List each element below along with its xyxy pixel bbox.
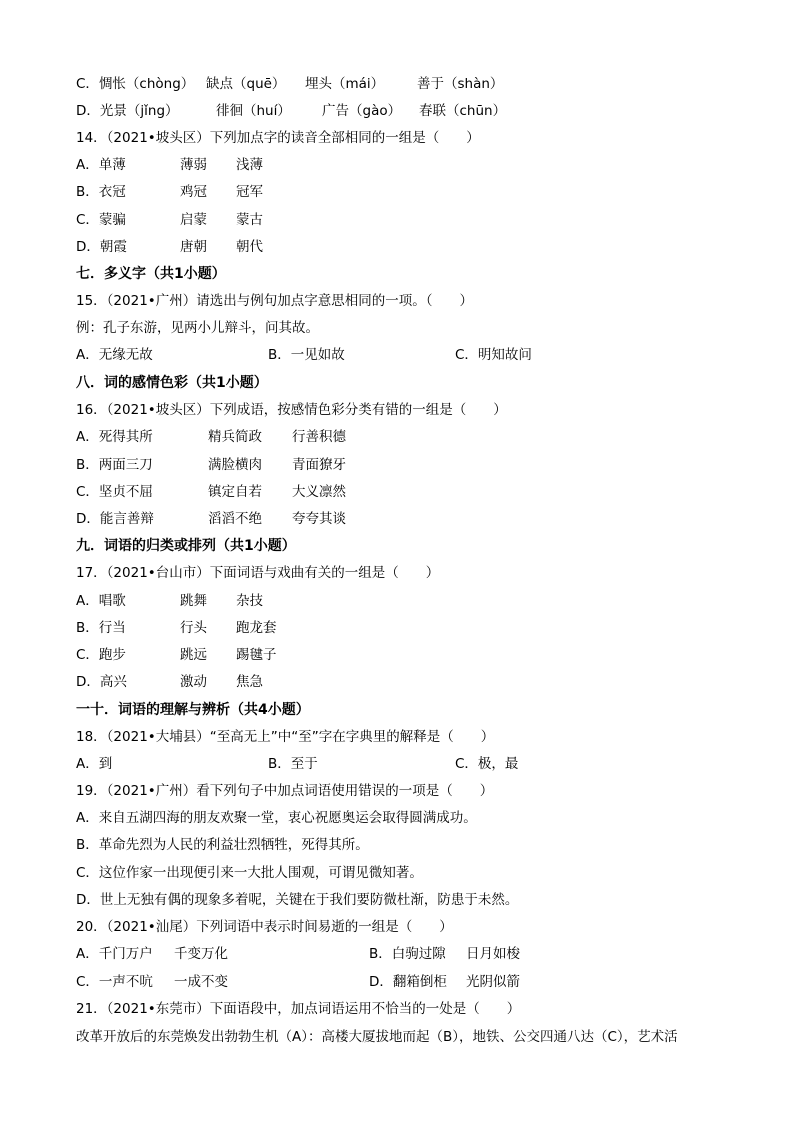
option-cell: 善于（shàn） (417, 76, 504, 92)
option-cell: B．两面三刀 (76, 457, 153, 473)
section-heading: 一十．词语的理解与辨析（共4小题） (76, 702, 310, 718)
option-cell: A．无缘无故 (76, 347, 153, 363)
option-cell: A．到 (76, 756, 113, 772)
option-cell: 焦急 (236, 674, 263, 690)
option-cell: D．光景（jǐng） (76, 103, 179, 119)
option-cell: 春联（chūn） (419, 103, 507, 119)
option-cell: 朝代 (236, 239, 263, 255)
option-cell: D．朝霞 (76, 239, 127, 255)
option-cell: B．衣冠 (76, 184, 126, 200)
option-cell: B．白驹过隙 (369, 946, 446, 962)
option-cell: 光阴似箭 (466, 974, 520, 990)
section-heading: 八．词的感情色彩（共1小题） (76, 375, 268, 391)
option-cell: D．翻箱倒柜 (369, 974, 447, 990)
option-cell: 蒙古 (236, 212, 263, 228)
option-cell: 青面獠牙 (292, 457, 346, 473)
option-cell: D．高兴 (76, 674, 127, 690)
option-cell: 大义凛然 (292, 484, 346, 500)
option-cell: A．死得其所 (76, 429, 153, 445)
option-cell: C．明知故问 (455, 347, 532, 363)
paragraph-text: 改革开放后的东莞焕发出勃勃生机（A）：高楼大厦拔地而起（B），地铁、公交四通八达（C），艺术活 (76, 1029, 678, 1045)
option-cell: 薄弱 (180, 157, 207, 173)
option-cell: 夸夸其谈 (292, 511, 346, 527)
option-cell: 满脸横肉 (208, 457, 262, 473)
option-cell: 镇定自若 (208, 484, 262, 500)
option-cell: 埋头（mái） (305, 76, 385, 92)
option-cell: 精兵简政 (208, 429, 262, 445)
section-heading: 九．词语的归类或排列（共1小题） (76, 538, 296, 554)
question-text: C．这位作家一出现便引来一大批人围观，可谓见微知著。 (76, 865, 423, 881)
option-cell: 缺点（quē） (206, 76, 286, 92)
option-cell: 一成不变 (174, 974, 228, 990)
question-text: 16．（2021•坡头区）下列成语，按感情色彩分类有错的一组是（ ） (76, 402, 507, 418)
option-cell: 激动 (180, 674, 207, 690)
question-text: 14．（2021•坡头区）下列加点字的读音全部相同的一组是（ ） (76, 130, 480, 146)
option-cell: D．能言善辩 (76, 511, 154, 527)
option-cell: 跳舞 (180, 593, 207, 609)
option-cell: 踢毽子 (236, 647, 277, 663)
question-text: 15．（2021•广州）请选出与例句加点字意思相同的一项。（ ） (76, 293, 473, 309)
option-cell: C．蒙骗 (76, 212, 126, 228)
option-cell: 千变万化 (174, 946, 228, 962)
option-cell: 徘徊（huí） (216, 103, 291, 119)
option-cell: 鸡冠 (180, 184, 207, 200)
option-cell: C．一声不吭 (76, 974, 153, 990)
option-cell: C．惆怅（chòng） (76, 76, 195, 92)
option-cell: A．千门万户 (76, 946, 153, 962)
question-text: 21．（2021•东莞市）下面语段中，加点词语运用不恰当的一处是（ ） (76, 1001, 521, 1017)
question-text: 19．（2021•广州）看下列句子中加点词语使用错误的一项是（ ） (76, 783, 494, 799)
question-text: A．来自五湖四海的朋友欢聚一堂，衷心祝愿奥运会取得圆满成功。 (76, 810, 477, 826)
option-cell: 杂技 (236, 593, 263, 609)
option-cell: A．单薄 (76, 157, 126, 173)
option-cell: B．至于 (268, 756, 318, 772)
question-text: 18．（2021•大埔县）“至高无上”中“至”字在字典里的解释是（ ） (76, 729, 495, 745)
option-cell: 启蒙 (180, 212, 207, 228)
option-cell: A．唱歌 (76, 593, 126, 609)
section-heading: 七．多义字（共1小题） (76, 266, 226, 282)
option-cell: C．坚贞不屈 (76, 484, 153, 500)
option-cell: 冠军 (236, 184, 263, 200)
option-cell: 浅薄 (236, 157, 263, 173)
option-cell: 日月如梭 (466, 946, 520, 962)
option-cell: C．跑步 (76, 647, 126, 663)
option-cell: 广告（gào） (322, 103, 402, 119)
question-text: 20．（2021•汕尾）下列词语中表示时间易逝的一组是（ ） (76, 919, 453, 935)
option-cell: 跑龙套 (236, 620, 277, 636)
question-text: D．世上无独有偶的现象多着呢，关键在于我们要防微杜渐，防患于未然。 (76, 892, 519, 908)
option-cell: 跳远 (180, 647, 207, 663)
question-text: 例：孔子东游，见两小儿辩斗，问其故。 (76, 320, 319, 336)
question-text: B．革命先烈为人民的利益壮烈牺牲，死得其所。 (76, 837, 369, 853)
option-cell: B．行当 (76, 620, 126, 636)
question-text: 17．（2021•台山市）下面词语与戏曲有关的一组是（ ） (76, 565, 440, 581)
option-cell: 行善积德 (292, 429, 346, 445)
option-cell: B．一见如故 (268, 347, 345, 363)
option-cell: 行头 (180, 620, 207, 636)
option-cell: 唐朝 (180, 239, 207, 255)
option-cell: 滔滔不绝 (208, 511, 262, 527)
option-cell: C．极，最 (455, 756, 519, 772)
